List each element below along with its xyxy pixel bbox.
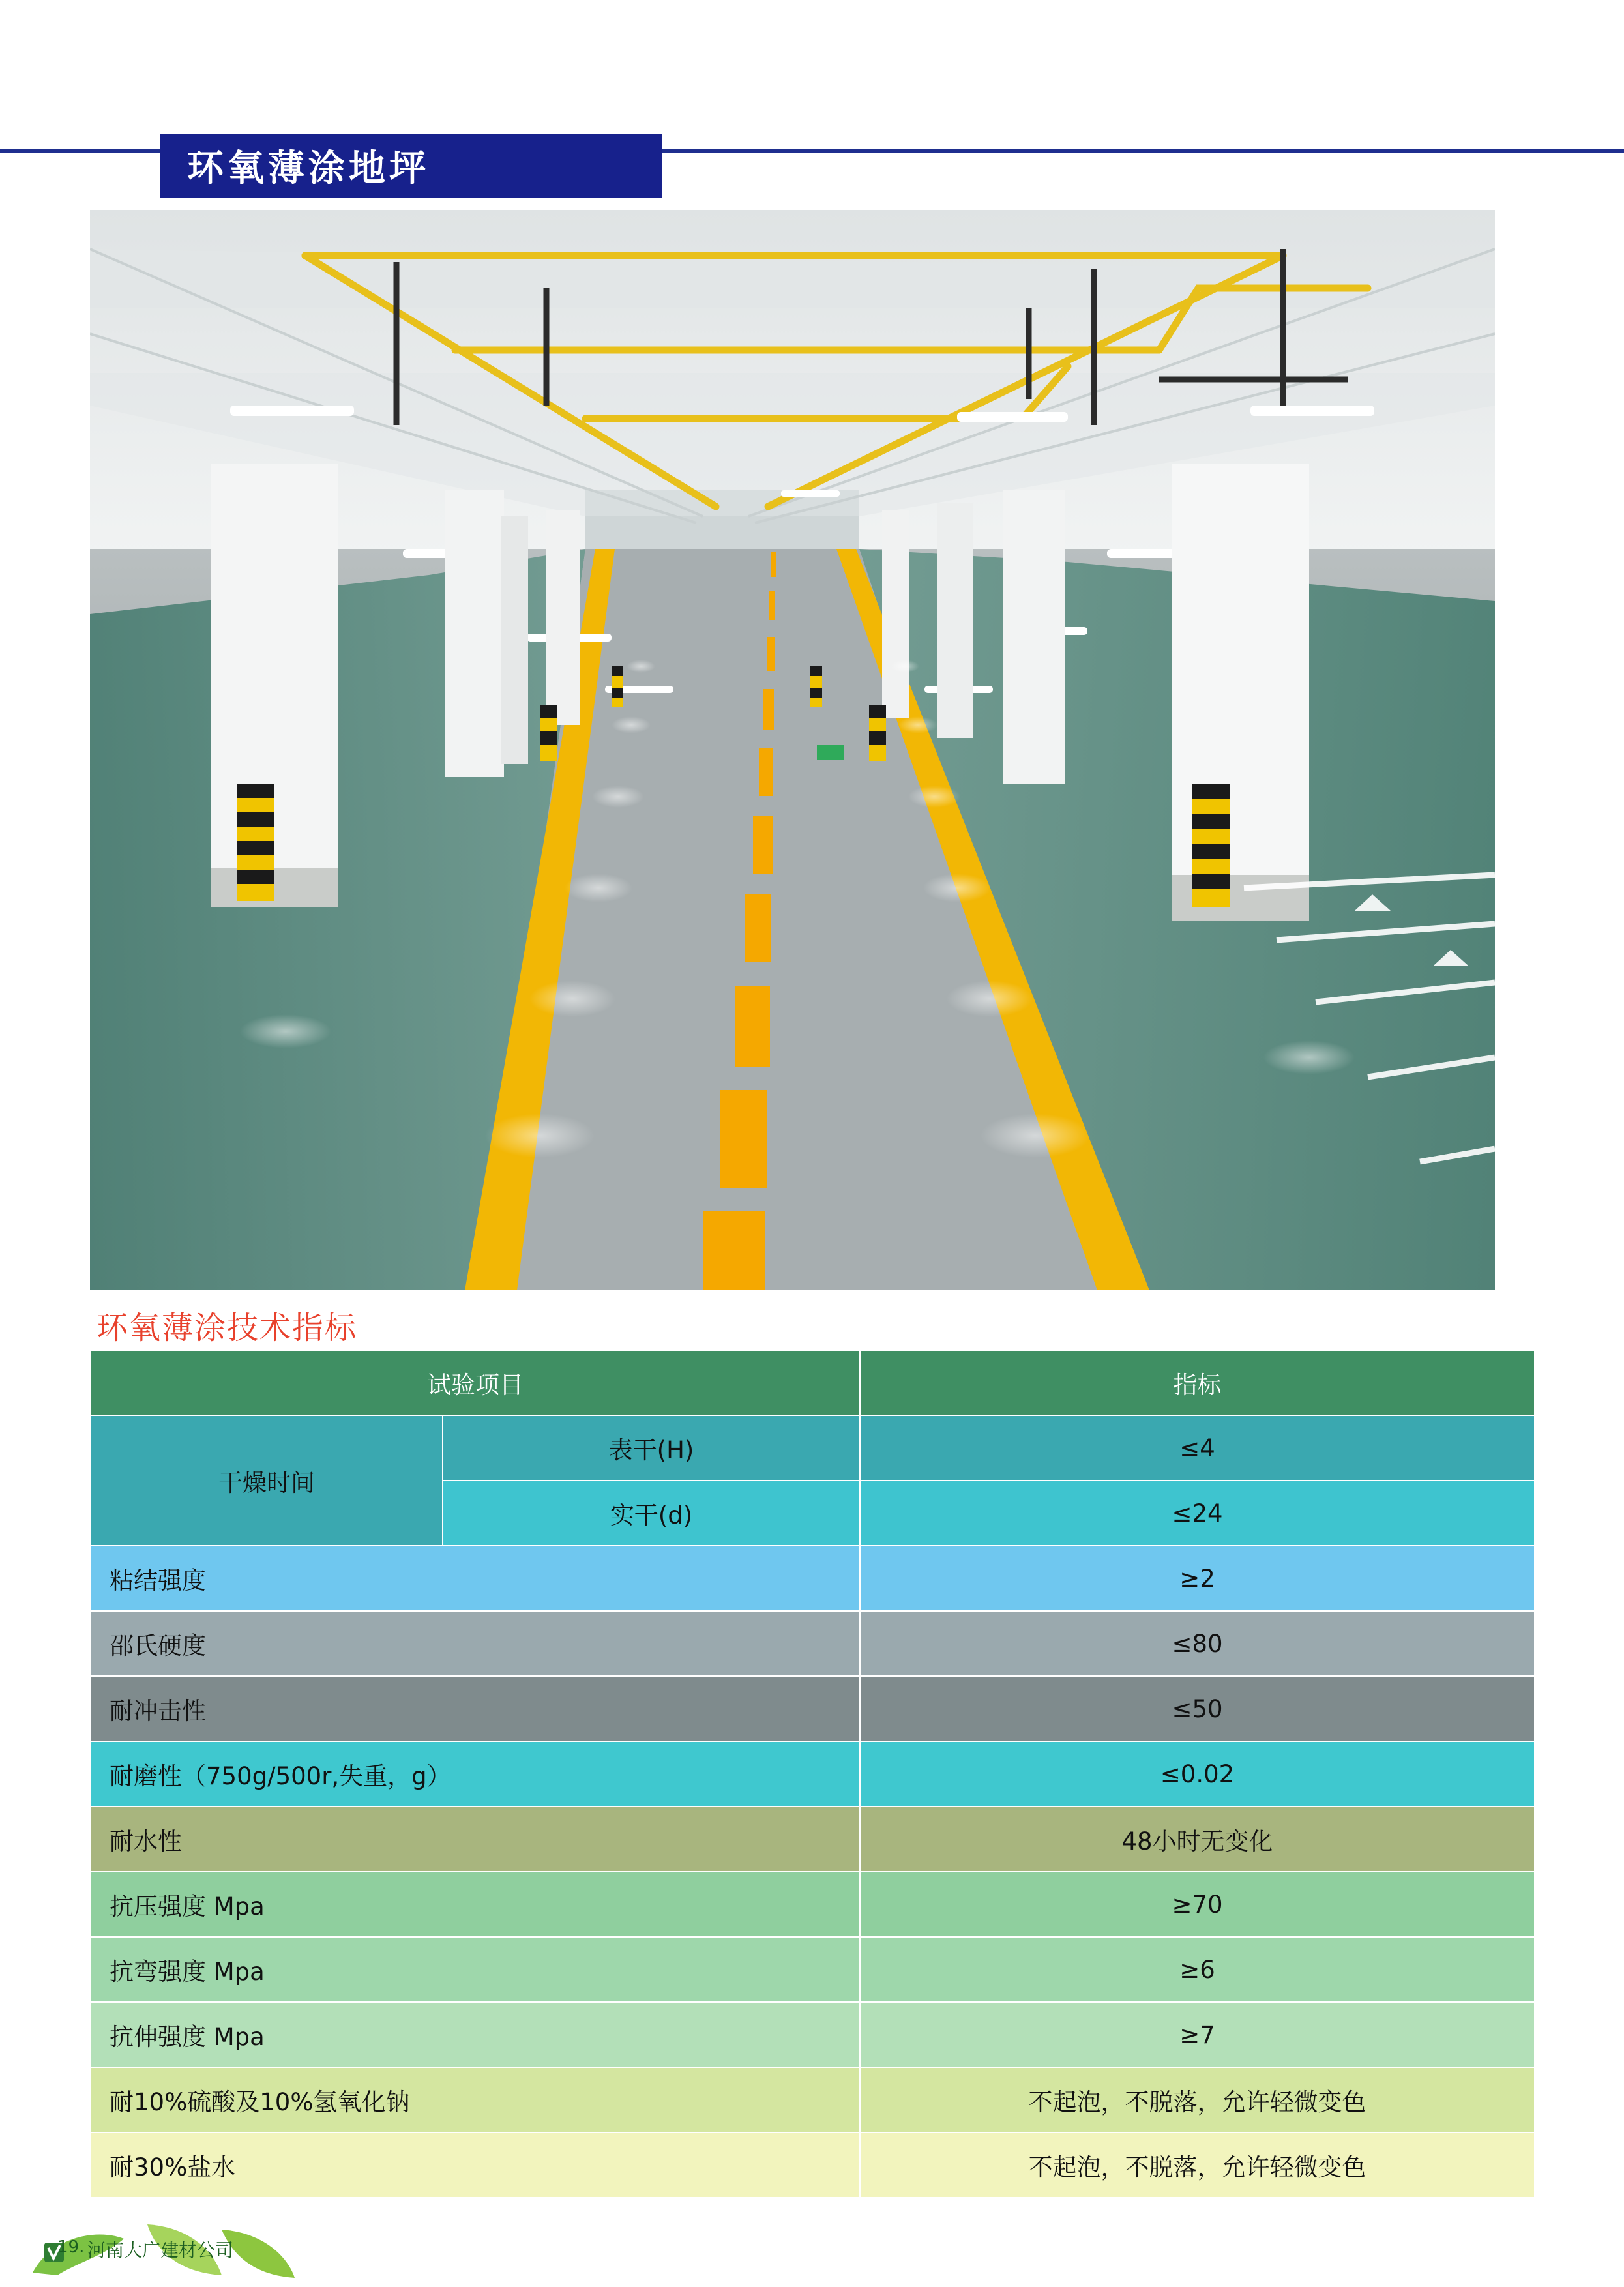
footer-page-number: 19. <box>57 2237 85 2257</box>
row-value-full-dry: ≤24 <box>860 1481 1535 1546</box>
table-row <box>91 1872 1535 1937</box>
table-header-index: 指标 <box>860 1350 1535 1415</box>
row-label-drying-time: 干燥时间 <box>91 1415 443 1546</box>
row-label-compressive-strength: 抗压强度 Mpa <box>91 1872 860 1937</box>
table-row <box>91 2002 1535 2067</box>
page-title: 环氧薄涂地坪 <box>187 147 430 190</box>
row-value-water-resistance: 48小时无变化 <box>860 1807 1535 1872</box>
row-value-tensile-strength: ≥7 <box>860 2002 1535 2067</box>
table-header-row <box>91 1350 1535 1415</box>
page-footer <box>0 2204 1624 2287</box>
row-value-shore-hardness: ≤80 <box>860 1611 1535 1676</box>
table-row <box>91 1937 1535 2002</box>
table-row <box>91 1807 1535 1872</box>
table-row <box>91 2067 1535 2132</box>
section-heading: 环氧薄涂技术指标 <box>96 1310 358 1346</box>
table-row <box>91 1611 1535 1676</box>
spec-table <box>90 1350 1535 2198</box>
page-title-banner <box>160 134 662 198</box>
row-value-surface-dry: ≤4 <box>860 1415 1535 1481</box>
table-row <box>91 1546 1535 1611</box>
table-header-project: 试验项目 <box>91 1350 860 1415</box>
row-value-salt-water-resistance: 不起泡，不脱落，允许轻微变色 <box>860 2132 1535 2198</box>
row-value-acid-alkali-resistance: 不起泡，不脱落，允许轻微变色 <box>860 2067 1535 2132</box>
row-label-flexural-strength: 抗弯强度 Mpa <box>91 1937 860 2002</box>
row-label-bond-strength: 粘结强度 <box>91 1546 860 1611</box>
row-value-flexural-strength: ≥6 <box>860 1937 1535 2002</box>
table-row <box>91 1741 1535 1807</box>
table-row <box>91 2132 1535 2198</box>
row-value-impact-resistance: ≤50 <box>860 1676 1535 1741</box>
row-sublabel-surface-dry: 表干(H) <box>443 1415 860 1481</box>
parking-garage-photo <box>90 210 1495 1290</box>
table-row <box>91 1676 1535 1741</box>
row-label-shore-hardness: 邵氏硬度 <box>91 1611 860 1676</box>
row-label-water-resistance: 耐水性 <box>91 1807 860 1872</box>
row-label-salt-water-resistance: 耐30%盐水 <box>91 2132 860 2198</box>
row-label-impact-resistance: 耐冲击性 <box>91 1676 860 1741</box>
row-sublabel-full-dry: 实干(d) <box>443 1481 860 1546</box>
table-row <box>91 1415 1535 1481</box>
row-label-acid-alkali-resistance: 耐10%硫酸及10%氢氧化钠 <box>91 2067 860 2132</box>
photo-illustration <box>90 210 1495 1290</box>
row-value-bond-strength: ≥2 <box>860 1546 1535 1611</box>
row-value-compressive-strength: ≥70 <box>860 1872 1535 1937</box>
row-label-tensile-strength: 抗伸强度 Mpa <box>91 2002 860 2067</box>
row-value-abrasion-resistance: ≤0.02 <box>860 1741 1535 1807</box>
footer-company-name: 河南大广建材公司 <box>87 2239 234 2261</box>
row-label-abrasion-resistance: 耐磨性（750g/500r,失重，g） <box>91 1741 860 1807</box>
